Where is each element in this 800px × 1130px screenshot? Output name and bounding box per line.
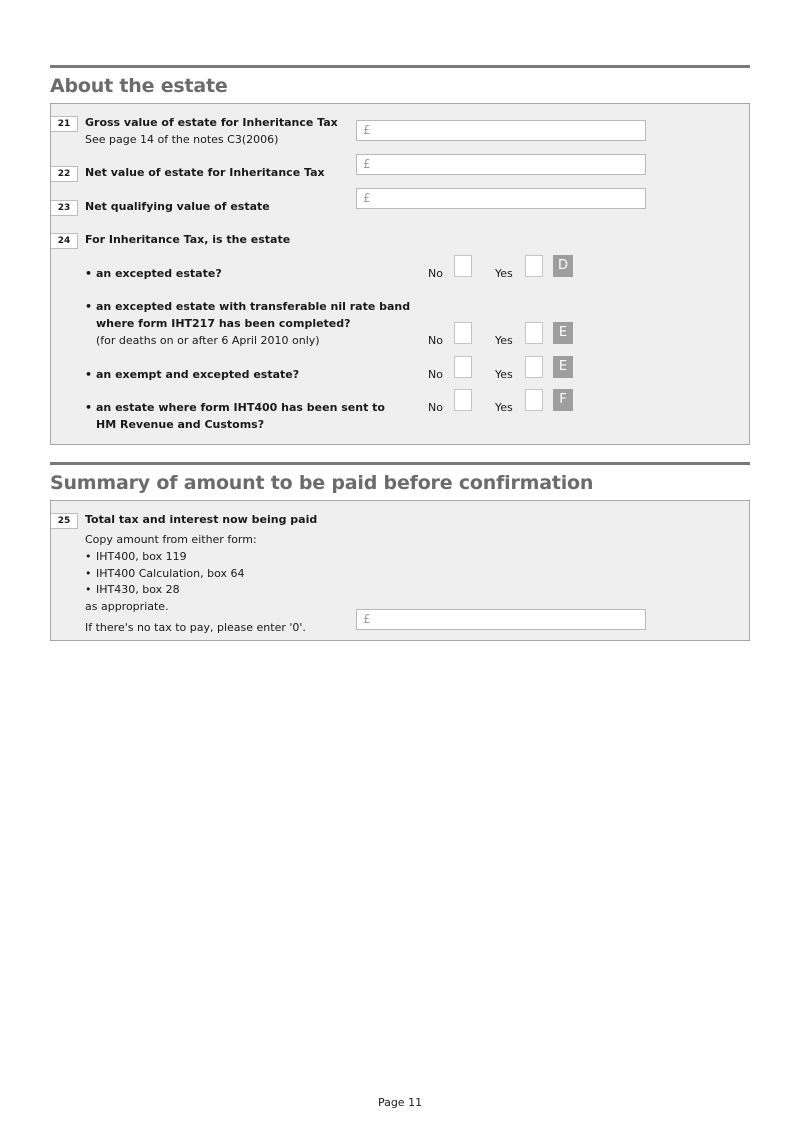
- yes-label: Yes: [495, 334, 513, 347]
- section-title-summary: Summary of amount to be paid before confirmation: [50, 472, 594, 494]
- exempt-excepted-yes-checkbox[interactable]: [525, 356, 543, 378]
- q22-label: Net value of estate for Inheritance Tax: [85, 166, 325, 179]
- no-label: No: [428, 334, 443, 347]
- q24-label: For Inheritance Tax, is the estate: [85, 233, 291, 246]
- q24-item-4: • an estate where form IHT400 has been sent to: [85, 401, 385, 414]
- yes-label: Yes: [495, 267, 513, 280]
- q24-number: 24: [51, 233, 78, 249]
- section-title-estate: About the estate: [50, 75, 228, 97]
- form-tag-e: E: [553, 322, 573, 344]
- net-qualifying-value-input[interactable]: [356, 188, 646, 209]
- estate-panel: [50, 103, 750, 445]
- yes-label: Yes: [495, 368, 513, 381]
- total-tax-input[interactable]: [356, 609, 646, 630]
- form-tag-f: F: [553, 389, 573, 411]
- q25-bullet-2: • IHT400 Calculation, box 64: [85, 567, 245, 580]
- q22-number: 22: [51, 166, 78, 182]
- iht400-sent-yes-checkbox[interactable]: [525, 389, 543, 411]
- gross-value-input[interactable]: [356, 120, 646, 141]
- q24-item-4-line-2: HM Revenue and Customs?: [96, 418, 265, 431]
- q25-intro: Copy amount from either form:: [85, 533, 257, 546]
- net-value-input[interactable]: [356, 154, 646, 175]
- no-label: No: [428, 401, 443, 414]
- q24-item-2-line-2: where form IHT217 has been completed?: [96, 317, 351, 330]
- section-rule-estate: [50, 65, 750, 68]
- q24-item-2-note: (for deaths on or after 6 April 2010 only): [96, 334, 320, 347]
- q25-bullet-1: • IHT400, box 119: [85, 550, 187, 563]
- q24-item-2: • an excepted estate with transferable nil rate band: [85, 300, 411, 313]
- q23-label: Net qualifying value of estate: [85, 200, 270, 213]
- pound-sign: £: [363, 191, 371, 205]
- q25-outro: as appropriate.: [85, 600, 169, 613]
- excepted-estate-no-checkbox[interactable]: [454, 255, 472, 277]
- q21-note: See page 14 of the notes C3(2006): [85, 133, 279, 146]
- q23-number: 23: [51, 200, 78, 216]
- yes-label: Yes: [495, 401, 513, 414]
- page-number: Page 11: [377, 1096, 423, 1109]
- q21-label: Gross value of estate for Inheritance Tax: [85, 116, 338, 129]
- form-tag-d: D: [553, 255, 573, 277]
- q25-number: 25: [51, 513, 78, 529]
- summary-panel: [50, 500, 750, 641]
- pound-sign: £: [363, 157, 371, 171]
- q24-item-3: • an exempt and excepted estate?: [85, 368, 300, 381]
- no-label: No: [428, 368, 443, 381]
- exempt-excepted-no-checkbox[interactable]: [454, 356, 472, 378]
- pound-sign: £: [363, 123, 371, 137]
- transferable-nil-rate-yes-checkbox[interactable]: [525, 322, 543, 344]
- q25-instruction: If there's no tax to pay, please enter '0'.: [85, 621, 306, 634]
- form-tag-e: E: [553, 356, 573, 378]
- transferable-nil-rate-no-checkbox[interactable]: [454, 322, 472, 344]
- iht400-sent-no-checkbox[interactable]: [454, 389, 472, 411]
- q24-item-1: • an excepted estate?: [85, 267, 222, 280]
- section-rule-summary: [50, 462, 750, 465]
- q21-number: 21: [51, 116, 78, 132]
- no-label: No: [428, 267, 443, 280]
- excepted-estate-yes-checkbox[interactable]: [525, 255, 543, 277]
- q25-label: Total tax and interest now being paid: [85, 513, 318, 526]
- q25-bullet-3: • IHT430, box 28: [85, 583, 180, 596]
- pound-sign: £: [363, 612, 371, 626]
